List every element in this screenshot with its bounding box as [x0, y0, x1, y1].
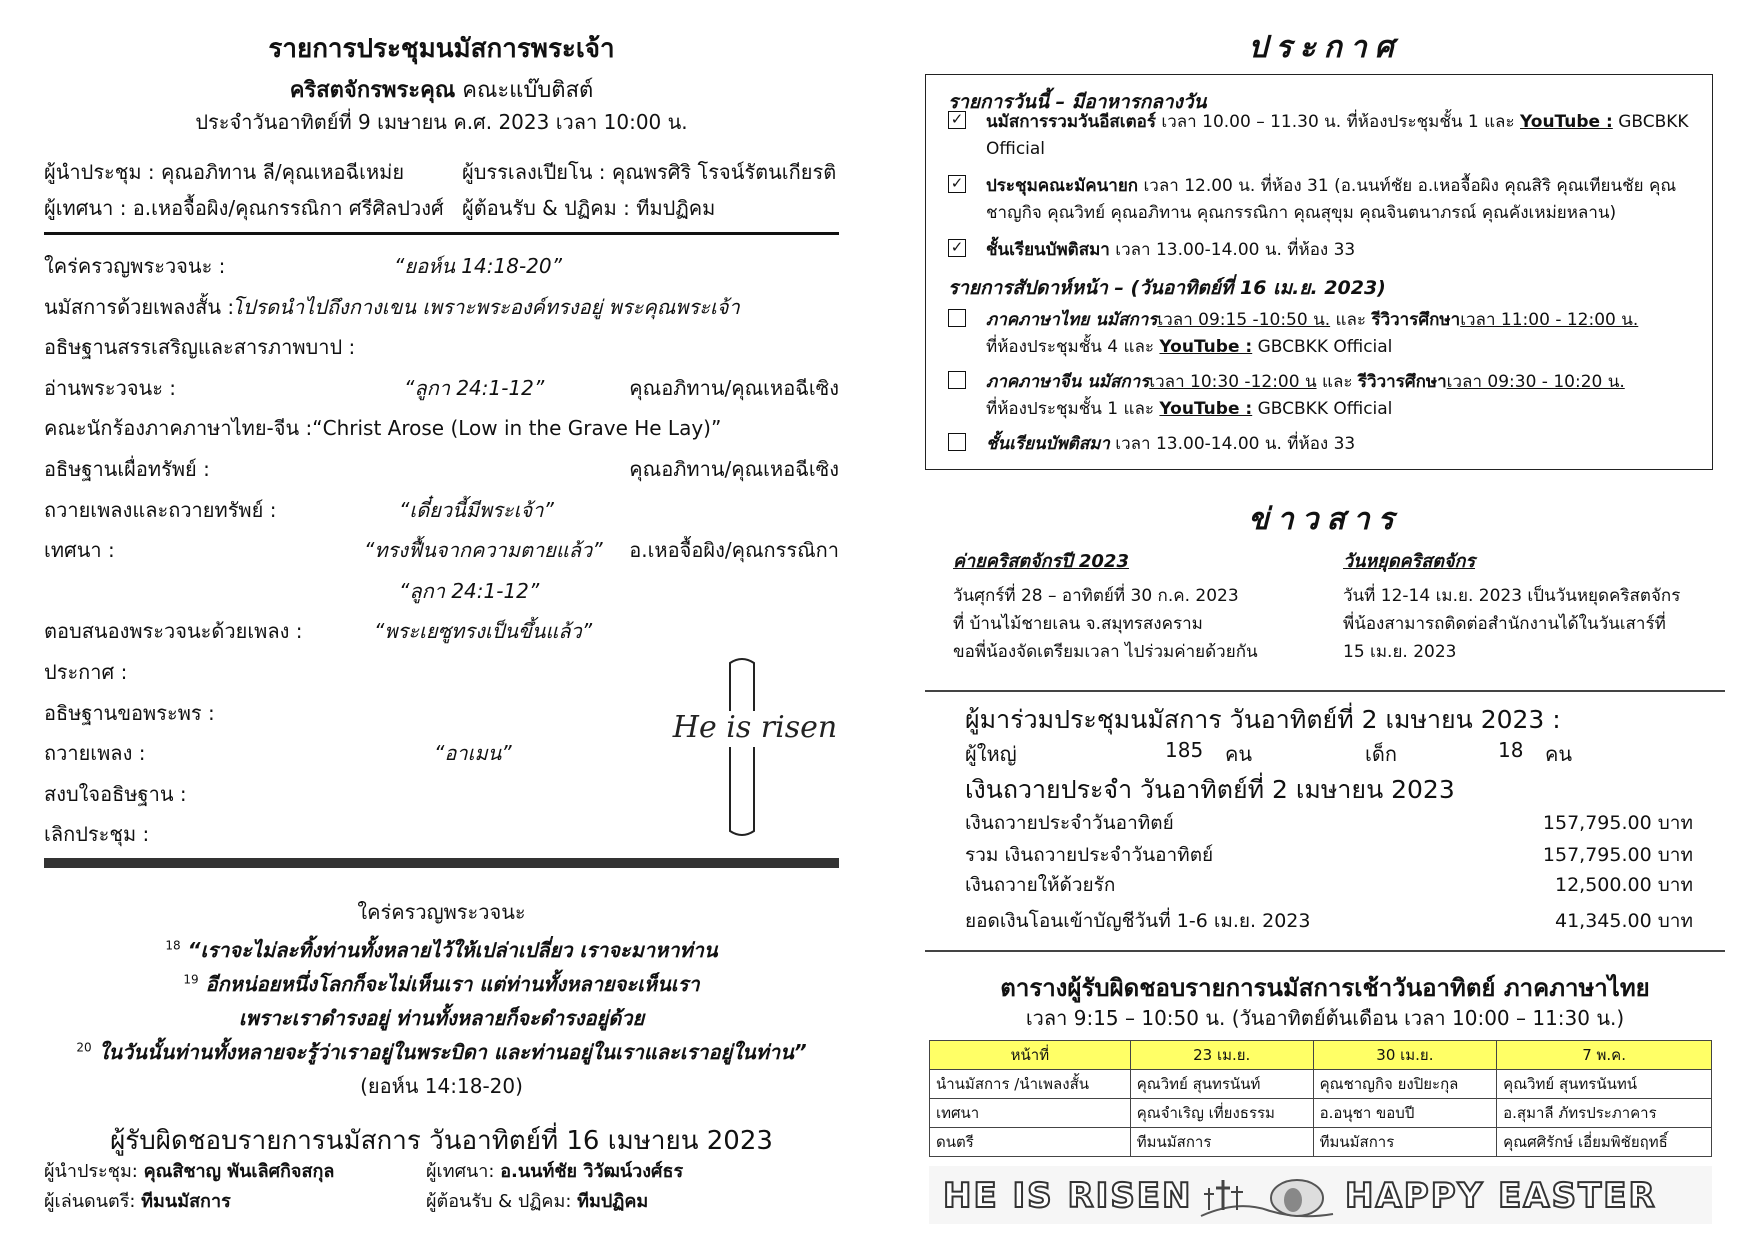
order-person: คุณอภิทาน/คุณเหอฉีเซิง [629, 457, 839, 481]
schedule-header-cell: 7 พ.ค. [1497, 1041, 1712, 1070]
verse-line [44, 968, 839, 1000]
order-label: ใคร่ครวญพระวจนะ : [44, 254, 226, 278]
verse-number: 20 [76, 1040, 92, 1055]
news-line: วันที่ 12-14 เม.ย. 2023 เป็นวันหยุดคริสตจักร [1343, 586, 1681, 606]
today-item-detail: เวลา 10.00 – 11.30 น. ที่ห้องประชุมชั้น 1 และ [1156, 112, 1521, 132]
order-detail: “ลูกา 24:1-12” [399, 578, 540, 603]
next-week-item-text [986, 369, 1708, 423]
leader-text: ผู้นำประชุม : คุณอภิทาน ลี/คุณเหอฉีเหม่ย [44, 160, 405, 184]
order-label: อ่านพระวจนะ : [44, 375, 177, 400]
verse-reference: (ยอห์น 14:18-20) [360, 1074, 523, 1098]
today-item-detail: เวลา 12.00 น. ที่ห้อง 31 (อ.นนท์ชัย อ.เหอจื้อผิง คุณสิริ คุณเทียนชัย คุณชาญกิจ คุณวิทย์ คุณอภิทาน คุณกรรณิกา คุณสุขุม คุณจินตนาภรณ์ คุณคังเหม่ยหลาน) [986, 176, 1677, 223]
news-line: ที่ บ้านไม้ชายเลน จ.สมุทรสงคราม [953, 614, 1203, 634]
next-leader-name: คุณสิชาญ พันเลิศกิจสกุล [143, 1161, 335, 1182]
order-label: อธิษฐานขอพระพร : [44, 700, 215, 725]
usher-text: ผู้ต้อนรับ & ปฏิคม : ทีมปฏิคม [462, 196, 716, 220]
child-count: 18 [1498, 738, 1524, 762]
today-item-text [986, 173, 1708, 227]
schedule-table [929, 1040, 1712, 1157]
order-person: คุณอภิทาน/คุณเหอฉีเซิง [629, 375, 839, 400]
next-item-place: ที่ห้องประชุมชั้น 4 และ [986, 337, 1160, 357]
verse-text: อีกหน่อยหนึ่งโลกก็จะไม่เห็นเรา แต่ท่านทั้งหลายจะเห็นเรา [205, 972, 700, 996]
verse-line [44, 1002, 839, 1034]
offering-label: เงินถวายประจำวันอาทิตย์ [965, 812, 1174, 834]
schedule-title: ตารางผู้รับผิดชอบรายการนมัสการเช้าวันอาทิตย์ ภาคภาษาไทย [1000, 974, 1650, 1002]
next-preacher-label: ผู้เทศนา: [426, 1161, 501, 1182]
offering-amount: 157,795.00 บาท [1542, 812, 1693, 834]
today-item-title: นมัสการรวมวันอีสเตอร์ [986, 112, 1156, 132]
adult-count: 185 [1165, 738, 1204, 762]
verse-number: 18 [165, 938, 181, 953]
next-week-heading: รายการสัปดาห์หน้า – (วันอาทิตย์ที่ 16 เม.ย. 2023) [948, 277, 1386, 299]
verse-heading: ใคร่ครวญพระวจนะ [357, 900, 526, 924]
banner-happy-easter: HAPPY EASTER [1345, 1176, 1657, 1216]
offering-label: เงินถวายให้ด้วยรัก [965, 874, 1116, 896]
church-name [44, 72, 839, 107]
news-line: วันศุกร์ที่ 28 – อาทิตย์ที่ 30 ก.ค. 2023 [953, 586, 1239, 606]
next-music-label: ผู้เล่นดนตรี: [44, 1191, 142, 1212]
order-label: ตอบสนองพระวจนะด้วยเพลง : [44, 619, 303, 644]
next-usher-name: ทีมปฏิคม [577, 1191, 649, 1212]
order-label: อธิษฐานสรรเสริญและสารภาพบาป : [44, 335, 356, 360]
youtube-link: YouTube : [1520, 112, 1613, 132]
order-detail: “ลูกา 24:1-12” [404, 375, 545, 400]
offering-title: เงินถวายประจำ วันอาทิตย์ที่ 2 เมษายน 2023 [965, 775, 1455, 804]
next-week-item [948, 307, 1708, 361]
schedule-header-row [930, 1041, 1712, 1070]
channel-name: GBCBKK Official [1252, 337, 1393, 357]
banner-he-is-risen: HE IS RISEN [943, 1176, 1193, 1216]
schedule-cell: คุณศศิรักษ์ เอี่ยมพิชัยฤทธิ์ [1497, 1128, 1712, 1157]
schedule-cell: คุณวิทย์ สุนทรนันท์ [1130, 1070, 1313, 1099]
schedule-row [930, 1128, 1712, 1157]
offering-label: ยอดเงินโอนเข้าบัญชีวันที่ 1-6 เม.ย. 2023 [965, 910, 1311, 932]
verse-line [44, 934, 839, 966]
next-week-item-text [986, 307, 1708, 361]
today-item-detail: เวลา 13.00-14.00 น. ที่ห้อง 33 [1109, 240, 1356, 260]
order-label: ถวายเพลง : [44, 741, 146, 766]
order-row [44, 291, 839, 325]
next-item-joiner: และ [1330, 310, 1372, 330]
order-label: เทศนา : [44, 538, 115, 563]
schedule-subtitle: เวลา 9:15 – 10:50 น. (วันอาทิตย์ต้นเดือน เวลา 10:00 – 11:30 น.) [1025, 1006, 1625, 1030]
next-item-time2: เวลา 11:00 - 12:00 น. [1460, 310, 1639, 330]
worship-order-panel [44, 0, 839, 1241]
checkbox-checked-icon: ✓ [948, 111, 966, 129]
next-leader-label: ผู้นำประชุม: [44, 1161, 144, 1182]
order-detail: “ทรงฟื้นจากความตายแล้ว” [364, 538, 603, 563]
next-item-title2: รีวิวารศึกษา [1371, 310, 1461, 330]
verse-number: 19 [183, 972, 199, 987]
checkbox-empty-icon [948, 433, 966, 451]
youtube-link: YouTube : [1159, 337, 1253, 357]
verse-text: ในวันนั้นท่านทั้งหลายจะรู้ว่าเราอยู่ในพระบิดา และท่านอยู่ในเราและเราอยู่ในท่าน” [98, 1040, 807, 1064]
schedule-cell: คุณจำเริญ เที่ยงธรรม [1130, 1099, 1313, 1128]
offering-amount: 12,500.00 บาท [1555, 874, 1693, 896]
news-line: พี่น้องสามารถติดต่อสำนักงานได้ในวันเสาร์ที่ [1343, 614, 1666, 634]
next-item-title: ภาคภาษาไทย นมัสการ [986, 310, 1158, 330]
today-item-text [986, 109, 1708, 163]
today-item [948, 237, 1708, 264]
schedule-cell: คุณวิทย์ สุนทรนันทน์ [1497, 1070, 1712, 1099]
child-label: เด็ก [1365, 742, 1397, 766]
channel-name: GBCBKK Official [986, 112, 1689, 159]
announcements-panel [925, 0, 1725, 1241]
news-heading: วันหยุดคริสตจักร [1343, 551, 1476, 572]
header-divider [44, 232, 839, 235]
he-is-risen-cross-icon [642, 655, 872, 840]
tomb-crosses-icon [1197, 1170, 1337, 1222]
announcement-title: ประกาศ [1248, 30, 1402, 65]
schedule-cell: ดนตรี [930, 1128, 1131, 1157]
order-divider [44, 858, 839, 868]
next-item-joiner: เวลา 13.00-14.00 น. ที่ห้อง 33 [1109, 434, 1356, 454]
order-label: ถวายเพลงและถวายทรัพย์ : [44, 497, 277, 522]
verse-line [44, 1036, 839, 1068]
adult-unit: คน [1225, 742, 1253, 766]
next-item-joiner: และ [1316, 372, 1358, 392]
news-title: ข่าวสาร [1248, 502, 1402, 537]
easter-banner [929, 1166, 1712, 1224]
order-detail: “อาเมน” [434, 741, 512, 766]
service-title: รายการประชุมนมัสการพระเจ้า [268, 34, 615, 64]
order-row [44, 372, 839, 406]
news-line: 15 เม.ย. 2023 [1343, 642, 1457, 662]
announcement-box [925, 74, 1713, 470]
child-unit: คน [1545, 742, 1573, 766]
order-detail: “เดี๋ยวนี้มีพระเจ้า” [399, 497, 554, 522]
schedule-cell: เทศนา [930, 1099, 1131, 1128]
order-detail: “พระเยซูทรงเป็นขึ้นแล้ว” [374, 619, 593, 644]
next-item-time: เวลา 10:30 -12:00 น [1149, 372, 1317, 392]
schedule-row [930, 1070, 1712, 1099]
order-row [44, 453, 839, 487]
next-item-time: เวลา 09:15 -10:50 น. [1157, 310, 1331, 330]
schedule-cell: คุณชาญกิจ ยงปิยะกุล [1313, 1070, 1497, 1099]
order-label: คณะนักร้องภาคภาษาไทย-จีน :“Christ Arose (Low in the Grave He Lay)” [44, 416, 722, 441]
order-row [44, 331, 839, 365]
schedule-header-cell: หน้าที่ [930, 1041, 1131, 1070]
order-label: ประกาศ : [44, 660, 128, 684]
today-item-title: ประชุมคณะมัคนายก [986, 176, 1139, 196]
next-item-place: ที่ห้องประชุมชั้น 1 และ [986, 399, 1160, 419]
next-preacher [426, 1156, 683, 1185]
schedule-cell: อ.สุมาลี ภัทรประภาคาร [1497, 1099, 1712, 1128]
offering-amount: 41,345.00 บาท [1555, 910, 1693, 932]
today-heading: รายการวันนี้ – มีอาหารกลางวัน [948, 91, 1207, 113]
today-item [948, 173, 1708, 227]
checkbox-checked-icon: ✓ [948, 175, 966, 193]
next-item-title: ภาคภาษาจีน นมัสการ [986, 372, 1150, 392]
schedule-header-cell: 23 เม.ย. [1130, 1041, 1313, 1070]
checkbox-empty-icon [948, 309, 966, 327]
next-week-item [948, 431, 1708, 458]
offering-divider [925, 950, 1725, 952]
next-leader [44, 1156, 334, 1185]
news-line: ขอพี่น้องจัดเตรียมเวลา ไปร่วมค่ายด้วยกัน [953, 642, 1258, 662]
order-person: อ.เหอจื้อผิง/คุณกรรณิกา [629, 538, 839, 563]
next-music-name: ทีมนมัสการ [141, 1191, 231, 1212]
service-date: ประจำวันอาทิตย์ที่ 9 เมษายน ค.ศ. 2023 เวลา 10:00 น. [195, 110, 688, 134]
schedule-cell: นำนมัสการ /นำเพลงสั้น [930, 1070, 1131, 1099]
today-item-text [986, 237, 1708, 264]
next-week-responsible-title: ผู้รับผิดชอบรายการนมัสการ วันอาทิตย์ที่ 16 เมษายน 2023 [110, 1126, 773, 1156]
verse-text: “เราจะไม่ละทิ้งท่านทั้งหลายไว้ให้เปล่าเปลี่ยว เราจะมาหาท่าน [187, 938, 718, 962]
cross-caption: He is risen [672, 710, 838, 745]
order-detail: “ยอห์น 14:18-20” [394, 254, 562, 278]
pianist-text: ผู้บรรเลงเปียโน : คุณพรศิริ โรจน์รัตนเกียรติ [462, 160, 837, 184]
offering-label: รวม เงินถวายประจำวันอาทิตย์ [965, 844, 1214, 866]
youtube-link: YouTube : [1159, 399, 1253, 419]
order-row [44, 494, 839, 528]
schedule-cell: อ.อนุชา ขอบปี [1313, 1099, 1497, 1128]
adult-label: ผู้ใหญ่ [965, 742, 1017, 766]
checkbox-empty-icon [948, 371, 966, 389]
attendance-title: ผู้มาร่วมประชุมนมัสการ วันอาทิตย์ที่ 2 เมษายน 2023 : [965, 705, 1561, 734]
today-item [948, 109, 1708, 163]
schedule-cell: ทีมนมัสการ [1130, 1128, 1313, 1157]
next-usher-label: ผู้ต้อนรับ & ปฏิคม: [426, 1191, 578, 1212]
order-label: เลิกประชุม : [44, 822, 150, 847]
news-heading: ค่ายคริสตจักรปี 2023 [953, 551, 1129, 572]
order-row [44, 575, 839, 609]
order-detail: โปรดนำไปถึงกางเขน เพราะพระองค์ทรงอยู่ พระคุณพระเจ้า [232, 294, 740, 319]
schedule-cell: ทีมนมัสการ [1313, 1128, 1497, 1157]
next-item-time2: เวลา 09:30 - 10:20 น. [1446, 372, 1625, 392]
church-denomination: คณะแบ๊บติสต์ [455, 78, 594, 103]
next-music [44, 1186, 231, 1215]
next-item-title: ชั้นเรียนบัพติสมา [986, 434, 1110, 454]
order-row [44, 534, 839, 568]
preacher-text: ผู้เทศนา : อ.เหอจื้อผิง/คุณกรรณิกา ศรีศิลปวงศ์ [44, 196, 444, 220]
next-week-item [948, 369, 1708, 423]
channel-name: GBCBKK Official [1252, 399, 1393, 419]
order-label: นมัสการด้วยเพลงสั้น : [44, 294, 235, 319]
news-divider [925, 690, 1725, 692]
offering-amount: 157,795.00 บาท [1542, 844, 1693, 866]
verse-text: เพราะเราดำรงอยู่ ท่านทั้งหลายก็จะดำรงอยู่ด้วย [238, 1006, 645, 1030]
order-row [44, 615, 839, 649]
next-week-item-text [986, 431, 1708, 458]
schedule-row [930, 1099, 1712, 1128]
next-usher [426, 1186, 648, 1215]
checkbox-checked-icon: ✓ [948, 239, 966, 257]
schedule-header-cell: 30 เม.ย. [1313, 1041, 1497, 1070]
order-label: อธิษฐานเผื่อทรัพย์ : [44, 457, 210, 481]
church-name-bold: คริสตจักรพระคุณ [289, 78, 456, 103]
order-row [44, 412, 839, 446]
order-label: สงบใจอธิษฐาน : [44, 781, 187, 806]
next-preacher-name: อ.นนท์ชัย วิวัฒน์วงศ์ธร [500, 1161, 684, 1182]
next-item-title2: รีวิวารศึกษา [1357, 372, 1447, 392]
today-item-title: ชั้นเรียนบัพติสมา [986, 240, 1110, 260]
order-row [44, 250, 839, 284]
